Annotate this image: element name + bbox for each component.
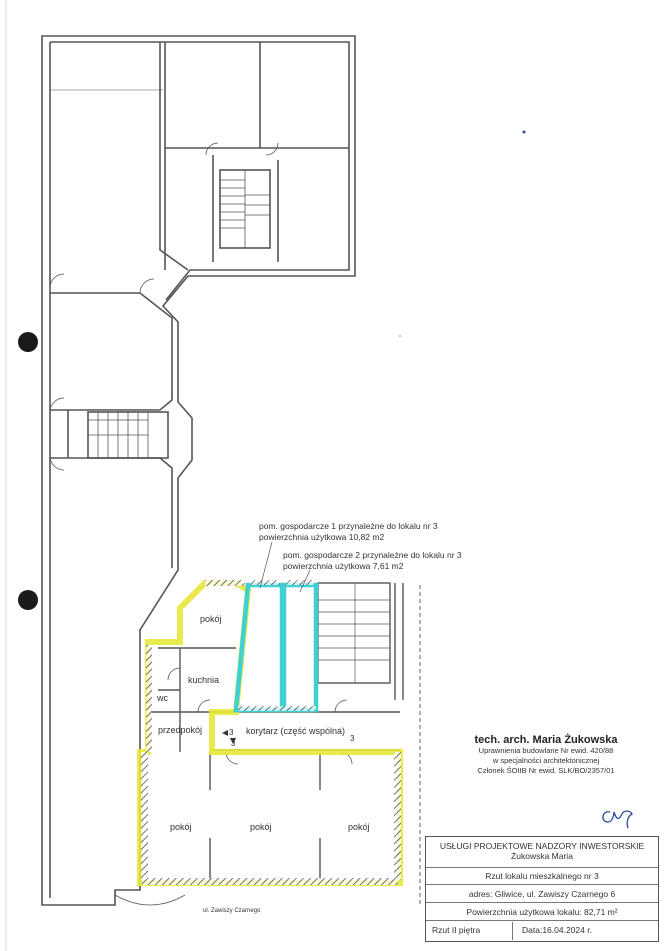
title-block-footer [426, 922, 658, 940]
room-label-przedpokoj: przedpokój [158, 725, 203, 735]
punch-hole-top [18, 332, 38, 352]
storage-2-title: pom. gospodarcze 2 przynależne do lokalu nr 3 [283, 550, 462, 560]
floor-label: Rzut II piętra [432, 925, 481, 935]
building-walls [42, 36, 355, 905]
room-label-korytarz: korytarz (część wspólna) [246, 726, 346, 736]
address: adres: Gliwice, ul. Zawiszy Czarnego 6 [426, 886, 658, 903]
architect-specialty: w specjalności architektonicznej [492, 756, 600, 765]
footer-divider [512, 922, 513, 940]
storage-1-title: pom. gospodarcze 1 przynależne do lokalu nr 3 [259, 521, 438, 531]
architect-stamp [462, 734, 630, 776]
door-number-3: 3 [350, 734, 355, 743]
room-label-wc: wc [157, 693, 168, 703]
architect-membership: Członek ŚOIIB Nr ewid. SLK/BO/2357/01 [477, 766, 615, 775]
title-block-header [426, 837, 658, 868]
architect-name: tech. arch. Maria Żukowska [474, 734, 618, 746]
storage-rooms [236, 585, 316, 710]
date-label: Data:16.04.2024 r. [522, 925, 592, 935]
street-label: ul. Zawiszy Czarnego [203, 908, 261, 914]
room-label-pokoj-1: pokój [170, 822, 192, 832]
usable-area: Powierzchnia użytkowa lokalu: 82,71 m² [426, 904, 658, 921]
storage-2-annotation [283, 550, 462, 572]
company-owner: Żukowska Maria [511, 851, 573, 861]
drawing-title: Rzut lokalu mieszkalnego nr 3 [426, 868, 658, 885]
room-label-pokoj-small: pokój [200, 614, 222, 624]
title-block [425, 836, 659, 942]
architect-license: Uprawnienia budowlane Nr ewid. 420/88 [478, 746, 614, 755]
storage-room-1 [236, 585, 282, 710]
room-label-pokoj-3: pokój [348, 822, 370, 832]
storage-1-annotation [259, 521, 438, 543]
signature [598, 806, 638, 832]
storage-room-2 [284, 585, 316, 710]
storage-2-area: powierzchnia użytkowa 7,61 m2 [283, 561, 404, 571]
room-label-pokoj-2: pokój [250, 822, 272, 832]
door-number-2: 3 [231, 739, 236, 748]
room-label-kuchnia: kuchnia [188, 675, 220, 685]
storage-1-area: powierzchnia użytkowa 10,82 m2 [259, 532, 385, 542]
punch-hole-bottom [18, 590, 38, 610]
door-number-1: 3 [229, 728, 234, 737]
company-name: USŁUGI PROJEKTOWE NADZORY INWESTORSKIE [439, 841, 645, 851]
